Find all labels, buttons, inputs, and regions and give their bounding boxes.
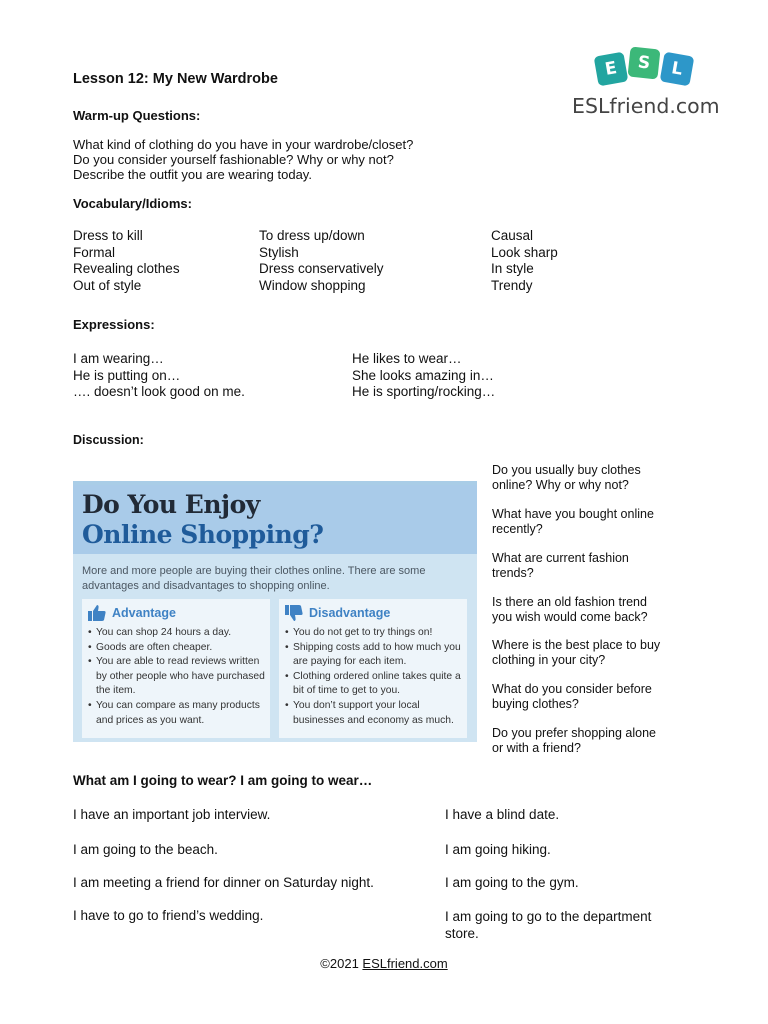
disadvantage-item: • Shipping costs add to how much you are paying for each item. [285, 641, 463, 670]
advantage-item: • You can compare as many products and prices as you want. [88, 699, 266, 728]
thumbs-up-icon [88, 605, 106, 621]
footer-link[interactable]: ESLfriend.com [362, 956, 448, 971]
disadvantage-item: • You do not get to try things on! [285, 626, 463, 641]
vocab-item: To dress up/down [259, 228, 365, 243]
advantage-item: • You are able to read reviews written by other people who have purchased the item. [88, 655, 266, 699]
wear-scenario [445, 909, 651, 942]
wear-heading: What am I going to wear? I am going to wear… [73, 773, 373, 788]
discussion-question [492, 507, 702, 536]
online-shopping-infographic [73, 481, 477, 742]
question-line: What are current fashion [492, 551, 629, 565]
expression-item: He likes to wear… [352, 351, 462, 366]
disadvantage-heading-row [285, 605, 390, 621]
vocab-item: Dress to kill [73, 228, 143, 243]
infographic-intro: More and more people are buying their clothes online. There are some advantages and disadvantages to shopping online. [82, 565, 426, 592]
wear-scenario: I have to go to friend’s wedding. [73, 908, 264, 923]
question-line: clothing in your city? [492, 652, 606, 667]
wear-scenario: I have an important job interview. [73, 807, 271, 822]
footer [0, 956, 768, 971]
question-line: Do you usually buy clothes [492, 463, 641, 477]
vocab-item: Causal [491, 228, 534, 243]
question-line: online? Why or why not? [492, 477, 629, 492]
vocab-item: Formal [73, 244, 116, 260]
expressions-col-2 [352, 351, 495, 401]
wear-scenario: I am meeting a friend for dinner on Saturday night. [73, 875, 374, 890]
thumbs-down-icon [285, 605, 303, 621]
eslfriend-logo [572, 44, 722, 124]
warmup-line: Do you consider yourself fashionable? Why or why not? [73, 152, 394, 167]
question-line: What do you consider before [492, 682, 652, 696]
advantage-item: • You can shop 24 hours a day. [88, 626, 266, 641]
question-line: What have you bought online [492, 507, 654, 521]
infographic-header [73, 485, 477, 554]
vocab-item: In style [491, 261, 534, 276]
question-line: or with a friend? [492, 740, 581, 755]
discussion-question [492, 638, 702, 667]
vocab-item: Window shopping [259, 277, 366, 293]
vocab-item: Trendy [491, 277, 533, 293]
warmup-heading: Warm-up Questions: [73, 108, 201, 123]
discussion-question [492, 682, 702, 711]
disadvantage-list [285, 626, 463, 728]
wear-line: I am going to the gym. [445, 875, 579, 890]
vocab-heading: Vocabulary/Idioms: [73, 196, 192, 211]
logo-tiles [596, 44, 696, 90]
vocab-col-2 [259, 228, 384, 294]
expressions-col-1 [73, 351, 245, 401]
wear-scenario [445, 807, 559, 824]
disadvantage-item: • Clothing ordered online takes quite a bit of time to get to you. [285, 670, 463, 699]
warmup-questions [73, 137, 413, 182]
warmup-line: What kind of clothing do you have in your wardrobe/closet? [73, 137, 414, 152]
wear-scenario [445, 875, 579, 892]
question-line: trends? [492, 565, 534, 580]
vocab-item: Look sharp [491, 244, 558, 260]
question-line: you wish would come back? [492, 609, 648, 624]
warmup-line: Describe the outfit you are wearing today. [73, 167, 312, 182]
disadvantage-heading: Disadvantage [309, 606, 391, 620]
advantage-panel [82, 599, 270, 738]
discussion-question [492, 551, 702, 580]
expression-item: He is putting on… [73, 367, 181, 383]
advantage-item: • Goods are often cheaper. [88, 641, 266, 656]
wear-line: I am going to go to the department [445, 909, 652, 924]
vocab-item: Stylish [259, 244, 299, 260]
wear-scenario: I am going to the beach. [73, 842, 218, 857]
vocab-col-1 [73, 228, 180, 294]
wear-line: I am going hiking. [445, 842, 551, 857]
expression-item: I am wearing… [73, 351, 164, 366]
disadvantage-item: • You don’t support your local businesses and economy as much. [285, 699, 463, 728]
discussion-question [492, 726, 702, 755]
wear-line: I have a blind date. [445, 807, 560, 822]
discussion-question [492, 463, 702, 492]
footer-copyright: ©2021 [320, 956, 363, 971]
infographic-title-line-2: Online Shopping? [82, 520, 324, 549]
expression-item: …. doesn’t look good on me. [73, 384, 245, 399]
expression-item: She looks amazing in… [352, 367, 494, 383]
question-line: Where is the best place to buy [492, 638, 661, 652]
question-line: buying clothes? [492, 696, 579, 711]
vocab-col-3 [491, 228, 558, 294]
infographic-title-line-1: Do You Enjoy [82, 490, 260, 519]
wear-line: store. [445, 925, 479, 941]
question-line: Do you prefer shopping alone [492, 726, 657, 740]
logo-brand-text: ESLfriend.com [572, 94, 720, 118]
disadvantage-panel [279, 599, 467, 738]
advantage-heading: Advantage [112, 606, 176, 620]
logo-letter-l: L [660, 52, 695, 87]
advantage-list [88, 626, 266, 728]
page-title: Lesson 12: My New Wardrobe [73, 71, 278, 87]
expressions-heading: Expressions: [73, 317, 155, 332]
advantage-heading-row [88, 605, 176, 621]
question-line: Is there an old fashion trend [492, 595, 647, 609]
discussion-heading: Discussion: [73, 433, 144, 447]
vocab-item: Revealing clothes [73, 261, 180, 276]
discussion-question [492, 595, 702, 624]
vocab-item: Out of style [73, 277, 142, 293]
vocab-item: Dress conservatively [259, 261, 384, 276]
wear-scenario [445, 842, 551, 859]
question-line: recently? [492, 521, 543, 536]
logo-letter-s: S [628, 47, 661, 80]
logo-letter-e: E [594, 52, 629, 87]
expression-item: He is sporting/rocking… [352, 384, 496, 399]
